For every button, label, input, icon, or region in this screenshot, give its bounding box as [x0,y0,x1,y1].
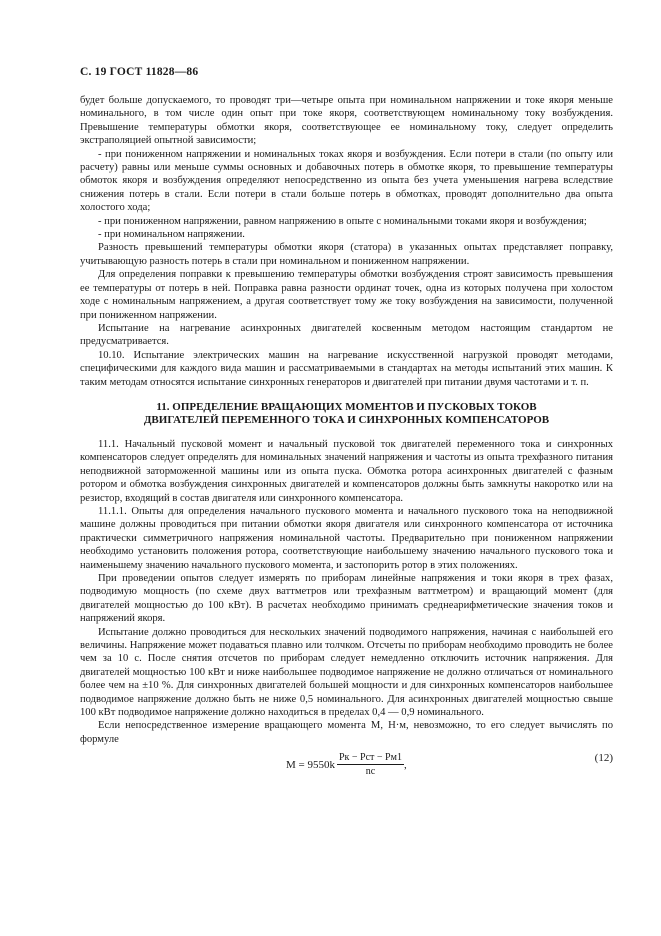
formula-block [80,750,613,786]
paragraph: При проведении опытов следует измерять по приборам линейные напряжения и токи якоря в трех фазах, подводимую мощность (по схеме двух ваттметров или трехфазным ваттметром) и вращающий момент (для двигателей мощностью до 100 кВт). В расчетах необходимо принимать среднеарифметические значения токов и напряжений якоря. [80,573,613,625]
formula-trail: , [403,758,407,771]
paragraph: - при пониженном напряжении и номинальных токах якоря и возбуждения. Если потери в стали (по опыту или расчету) равны или меньше суммы основных и добавочных потерь в обмотке якоря, то превышение температуры обмоток якоря и возбуждения определяют непосредственно из опыта без учета уменьшения нагрева вследствие снижения потерь в стали. Если потери в стали больше потерь в обмотках, проводят дополнительно два опыта холостого хода; [80,148,613,214]
section-title-line-2: ДВИГАТЕЛЕЙ ПЕРЕМЕННОГО ТОКА И СИНХРОННЫХ КОМПЕНСАТОРОВ [143,414,550,427]
section-title-line-1: 11. ОПРЕДЕЛЕНИЕ ВРАЩАЮЩИХ МОМЕНТОВ И ПУСКОВЫХ ТОКОВ [156,400,537,413]
paragraph: - при номинальном напряжении. [98,229,245,241]
document-body-top [80,94,613,389]
paragraph: будет больше допускаемого, то проводят три—четыре опыта при номинальном напряжении и токе якоря меньше номинального, в том числе один опыт при токе якоря, соответствующем номинальному току возбуждения. Превышение температуры обмотки якоря, соответствующее ее номинальному току, следует определить экстраполяцией опытной зависимости; [80,95,613,147]
paragraph: Испытание должно проводиться для нескольких значений подводимого напряжения, начиная с наибольшей его величины. Напряжение может подаваться плавно или толчком. Отсчеты по приборам необходимо проводить не более чем за 10 с. После снятия отсчетов по приборам следует немедленно отключить источник напряжения. Для двигателей мощностью 100 кВт и ниже наибольшее подводимое напряжение не должно отличаться от номинального более чем на ±10 %. Для синхронных двигателей большей мощности и для синхронных компенсаторов наибольшее подводимое напряжение должно быть не ниже 0,5 номинального. Для асинхронных двигателей мощностью свыше 100 кВт подводимое напряжение должно находиться в пределах 0,4 — 0,9 номинального. [80,626,613,719]
formula-fraction [337,752,404,777]
paragraph: - при пониженном напряжении, равном напряжению в опыте с номинальными токами якоря и возбуждения; [98,215,587,227]
formula-lhs: M = 9550k [286,758,335,771]
formula [286,752,407,777]
page-header: С. 19 ГОСТ 11828—86 [80,66,199,78]
paragraph: Для определения поправки к превышению температуры обмотки возбуждения строят зависимость превышения ее температуры от потерь в ней. Поправка равна разности ординат точек, одна из которых получена при холостом ходе с номинальным напряжением, а другая соответствует тому же току возбуждения на зависимости, полученной при пониженном напряжении. [80,269,613,321]
paragraph: 11.1.1. Опыты для определения начального пускового момента и начального пускового тока на неподвижной машине должны проводиться при питании обмотки якоря двигателя или синхронного компенсатора от источника практически симметричного напряжения номинальной частоты. Предварительно при пониженном напряжении необходимо установить положения ротора, соответствующие наибольшему значению начального пускового тока и наименьшему значению начального пускового момента, и застопорить ротор в этих положениях. [80,505,613,571]
paragraph: Разность превышений температуры обмотки якоря (статора) в указанных опытах представляет поправку, учитывающую разность потерь в стали при номинальном и пониженном напряжении. [80,242,613,267]
formula-number: (12) [594,752,613,765]
section-title [80,401,613,428]
paragraph: 10.10. Испытание электрических машин на нагревание искусственной нагрузкой проводят методами, специфическими для каждого вида машин и рассматриваемыми в стандартах на методы испытаний этих машин. К таким методам относятся испытание синхронных генераторов и двигателей при питании двумя частотами и т. п. [80,349,613,388]
paragraph: Испытание на нагревание асинхронных двигателей косвенным методом настоящим стандартом не предусматривается. [80,322,613,348]
document-body-bottom [80,438,613,746]
paragraph: Если непосредственное измерение вращающего момента М, Н·м, невозможно, то его следует вычислять по формуле [80,720,613,745]
paragraph: 11.1. Начальный пусковой момент и начальный пусковой ток двигателей переменного тока и синхронных компенсаторов следует определять для номинальных значений напряжения и частоты из опыта трехфазного питания неподвижной заторможенной машины или из опыта пуска. Обмотка ротора асинхронных двигателей с фазным ротором и обмотка возбуждения синхронных двигателей и компенсаторов должны быть замкнуты накоротко или на резистор, входящий в состав двигателя или синхронного компенсатора. [80,438,613,504]
formula-numerator: Pк − Pст − Pм1 [338,752,402,764]
formula-denominator: nс [365,766,376,778]
